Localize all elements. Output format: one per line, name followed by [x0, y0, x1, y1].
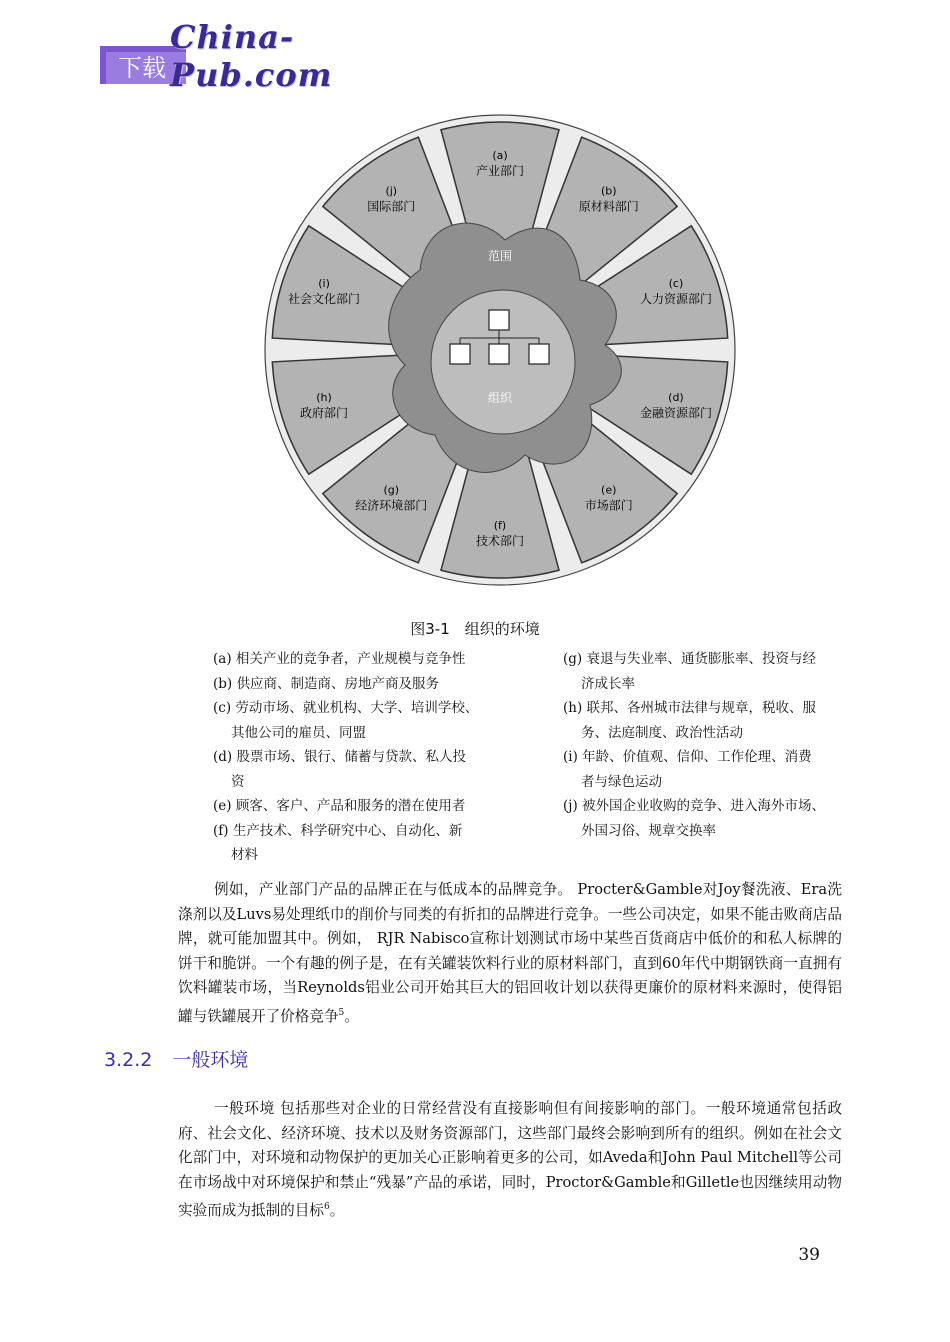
org-label: 组织: [487, 391, 513, 405]
legend-h-line2: 务、法庭制度、政治性活动: [581, 724, 743, 741]
para1-end: 。: [344, 1007, 359, 1025]
segment-name-8: 社会文化部门: [288, 291, 361, 306]
segment-letter-7: (h): [316, 391, 332, 405]
legend-item-g: [563, 647, 853, 696]
legend-f-line1: (f) 生产技术、科学研究中心、自动化、新: [213, 822, 463, 839]
china-pub-logo: [100, 18, 420, 94]
section-number: 3.2.2: [104, 1049, 153, 1071]
segment-letter-1: (b): [600, 184, 617, 198]
legend-item-a: [213, 647, 513, 672]
org-box-middle: [489, 344, 509, 364]
legend-b-line1: (b) 供应商、制造商、房地产商及服务: [213, 675, 439, 692]
legend-f-line2: 材料: [231, 847, 258, 863]
legend-d-line2: 资: [231, 773, 245, 790]
legend-item-e: [213, 794, 513, 819]
para2-text: 一般环境 包括那些对企业的日常经营没有直接影响但有间接影响的部门。一般环境通常包括政府、社会文化、经济环境、技术以及财务资源部门，这些部门最终会影响到所有的组织。例如在社会文化部门中，对环境和动物保护的更加关心正影响着更多的公司，如Aveda和John Paul Mitchell等公司在市场战中对环境保护和禁止“残暴”产品的承诺，同时，Proctor&Gamble和Gilletle也因继续用动物实验而成为抵制的目标: [178, 1100, 842, 1219]
segment-letter-2: (c): [668, 276, 684, 290]
para2-footnote-ref: 6: [323, 1202, 330, 1212]
segment-name-3: 金融资源部门: [639, 406, 712, 421]
para1-text: 例如，产业部门产品的品牌正在与低成本的品牌竞争。 Procter&Gamble对Joy餐洗液、Era洗涤剂以及Luvs易处理纸巾的削价与同类的有折扣的品牌进行竞争。一些公司决定，如果不能击败商店品牌，就可能加盟其中。例如， RJR Nabisco宣称计划测试市场中某些百货商店中低价的和私人标牌的饼干和脆饼。一个有趣的例子是，在有关罐装饮料行业的原材料部门，直到60年代中期钢铁商一直拥有饮料罐装市场，当Reynolds铝业公司开始其巨大的铝回收计划以获得更廉价的原材料来源时，使得铝罐与铁罐展开了价格竞争: [178, 881, 842, 1025]
legend-j-line2: 外国习俗、规章交换率: [581, 822, 716, 839]
legend-g-line2: 济成长率: [581, 675, 635, 692]
segment-name-6: 经济环境部门: [355, 498, 428, 513]
para1-footnote-ref: 5: [338, 1007, 345, 1018]
logo-brand: China-Pub.com: [170, 18, 333, 94]
org-box-left: [450, 344, 470, 364]
paragraph-industry-example: [178, 878, 842, 1029]
segment-letter-3: (d): [668, 391, 684, 405]
segment-letter-5: (f): [493, 519, 507, 532]
legend-a-line1: (a) 相关产业的竞争者，产业规模与竞争性: [213, 651, 466, 667]
legend-h-line1: (h) 联邦、各州城市法律与规章，税收、服: [563, 700, 817, 716]
legend-left: [213, 647, 513, 868]
segment-name-2: 人力资源部门: [639, 291, 712, 306]
scope-label: 范围: [487, 249, 513, 263]
legend-item-h: [563, 696, 853, 745]
section-title: 一般环境: [172, 1049, 249, 1071]
segment-name-7: 政府部门: [300, 406, 349, 421]
legend-c-line2: 其他公司的雇员、同盟: [231, 724, 366, 741]
section-heading: [104, 1045, 268, 1072]
paragraph-general-environment: [178, 1097, 842, 1223]
environment-figure: [255, 100, 755, 610]
legend-i-line1: (i) 年龄、价值观、信仰、工作伦理、消费: [563, 749, 812, 765]
segment-letter-0: (a): [492, 149, 508, 162]
legend-e-line1: (e) 顾客、客户、产品和服务的潜在使用者: [213, 798, 466, 814]
legend-d-line1: (d) 股票市场、银行、储蓄与贷款、私人投: [213, 749, 466, 765]
legend-right: [563, 647, 853, 843]
para2-end: 。: [329, 1201, 345, 1219]
legend-item-c: [213, 696, 513, 745]
segment-name-0: 产业部门: [475, 164, 525, 178]
legend-item-j: [563, 794, 853, 843]
legend-item-d: [213, 745, 513, 794]
org-box-right: [529, 344, 549, 364]
segment-name-9: 国际部门: [367, 199, 416, 214]
segment-letter-8: (i): [318, 276, 330, 290]
logo-label: 下载: [118, 54, 166, 82]
org-box-top: [489, 310, 509, 330]
segment-letter-9: (j): [385, 184, 398, 198]
page-number: 39: [798, 1245, 820, 1265]
legend-c-line1: (c) 劳动市场、就业机构、大学、培训学校、: [213, 700, 479, 716]
segment-name-5: 技术部门: [475, 534, 525, 548]
legend-j-line1: (j) 被外国企业收购的竞争、进入海外市场、: [563, 798, 826, 814]
legend-item-b: [213, 672, 513, 697]
segment-name-1: 原材料部门: [578, 199, 639, 214]
segment-name-4: 市场部门: [584, 498, 633, 513]
legend-item-i: [563, 745, 853, 794]
legend-g-line1: (g) 衰退与失业率、通货膨胀率、投资与经: [563, 651, 816, 667]
environment-diagram: [255, 100, 755, 610]
legend-i-line2: 者与绿色运动: [581, 773, 662, 790]
legend-item-f: [213, 819, 513, 868]
figure-caption: 图3-1 组织的环境: [410, 620, 540, 638]
segment-letter-4: (e): [601, 483, 617, 497]
segment-letter-6: (g): [383, 483, 400, 497]
